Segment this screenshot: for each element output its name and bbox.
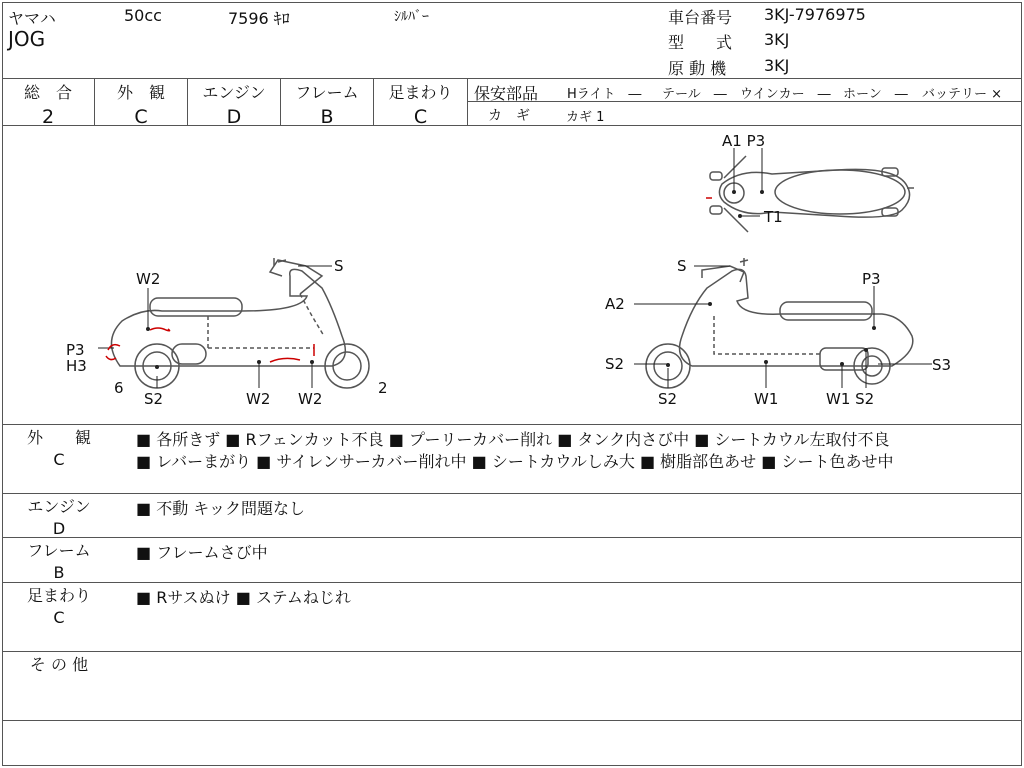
left-label-2: 2 — [378, 379, 388, 397]
left-label-w2c: W2 — [298, 390, 323, 408]
grade-frame-value: B — [320, 106, 334, 128]
frame-no: 3KJ-7976975 — [764, 5, 866, 24]
safety-headlight: Hライト ― — [567, 87, 642, 102]
left-label-s: S — [334, 257, 344, 275]
safety-label: 保安部品 — [474, 84, 539, 103]
safety-battery: バッテリー × — [922, 87, 1003, 102]
key-label: カ ギ — [488, 108, 530, 124]
section-exterior-line-1: ■ 各所きず ■ Rフェンカット不良 ■ プーリーカバー削れ ■ タンク内さび中 ■ シートカウル左取付不良 — [136, 430, 890, 449]
section-exterior-label: 外 観 C — [26, 428, 91, 469]
damage-diagram — [2, 126, 1020, 424]
grade-exterior-label: 外 観 — [116, 83, 165, 102]
grade-frame-label: フレーム — [295, 83, 359, 102]
safety-tail: テール ― — [662, 87, 727, 102]
grade-frame — [281, 80, 373, 128]
right-label-s: S — [677, 257, 687, 275]
left-label-w2b: W2 — [246, 390, 271, 408]
right-label-s2b: S2 — [658, 390, 678, 408]
top-label-a1p3: A1 P3 — [722, 132, 766, 150]
right-label-a2: A2 — [605, 295, 625, 313]
section-other-label: そ の 他 — [29, 655, 89, 674]
frame-no-label: 車台番号 — [668, 8, 733, 27]
right-label-s3: S3 — [932, 356, 952, 374]
left-label-w2: W2 — [136, 270, 161, 288]
type-label: 型 式 — [668, 33, 733, 52]
grade-suspension — [374, 80, 467, 128]
grade-overall-label: 総 合 — [23, 83, 72, 102]
grade-engine-value: D — [226, 106, 242, 128]
grade-overall — [2, 80, 94, 128]
key-value: カギ 1 — [566, 110, 605, 125]
grade-exterior — [95, 80, 187, 128]
grade-suspension-value: C — [413, 106, 428, 128]
right-label-p3: P3 — [862, 270, 881, 288]
section-suspension-label: 足まわり C — [26, 586, 91, 627]
section-frame-label: フレーム B — [27, 541, 91, 582]
displacement: 50cc — [124, 6, 162, 25]
section-frame-line-1: ■ フレームさび中 — [136, 543, 268, 562]
model-name: JOG — [8, 27, 46, 51]
safety-winker: ウインカー ― — [740, 87, 831, 102]
type-value: 3KJ — [764, 30, 790, 49]
section-engine-label: エンジン D — [27, 497, 91, 538]
section-exterior-line-2: ■ レバーまがり ■ サイレンサーカバー削れ中 ■ シートカウルしみ大 ■ 樹脂部色あせ ■ シート色あせ中 — [136, 452, 894, 471]
mileage: 7596 ｷﾛ — [228, 9, 290, 28]
grade-engine — [188, 80, 280, 128]
maker: ヤマハ — [8, 9, 56, 28]
right-label-s2a: S2 — [605, 355, 625, 373]
right-label-w1b: W1 S2 — [826, 390, 875, 408]
grade-exterior-value: C — [134, 106, 148, 128]
right-label-w1a: W1 — [754, 390, 779, 408]
section-engine-line-1: ■ 不動 キック問題なし — [136, 499, 305, 518]
engine-label: 原 動 機 — [668, 59, 727, 78]
safety-horn: ホーン ― — [843, 87, 908, 102]
left-label-h3: H3 — [66, 357, 87, 375]
grade-engine-label: エンジン — [202, 83, 266, 102]
grade-overall-value: 2 — [41, 106, 55, 128]
color: ｼﾙﾊﾞｰ — [394, 9, 429, 25]
top-view-scooter — [710, 156, 914, 232]
grade-suspension-label: 足まわり — [388, 83, 453, 102]
engine-value: 3KJ — [764, 56, 790, 75]
section-suspension-line-1: ■ Rサスぬけ ■ ステムねじれ — [136, 588, 351, 607]
left-label-p3: P3 — [66, 341, 85, 359]
grade-row-top — [2, 78, 1021, 79]
left-label-s2: S2 — [144, 390, 164, 408]
top-label-t1: T1 — [764, 208, 783, 226]
left-label-6: 6 — [114, 379, 124, 397]
